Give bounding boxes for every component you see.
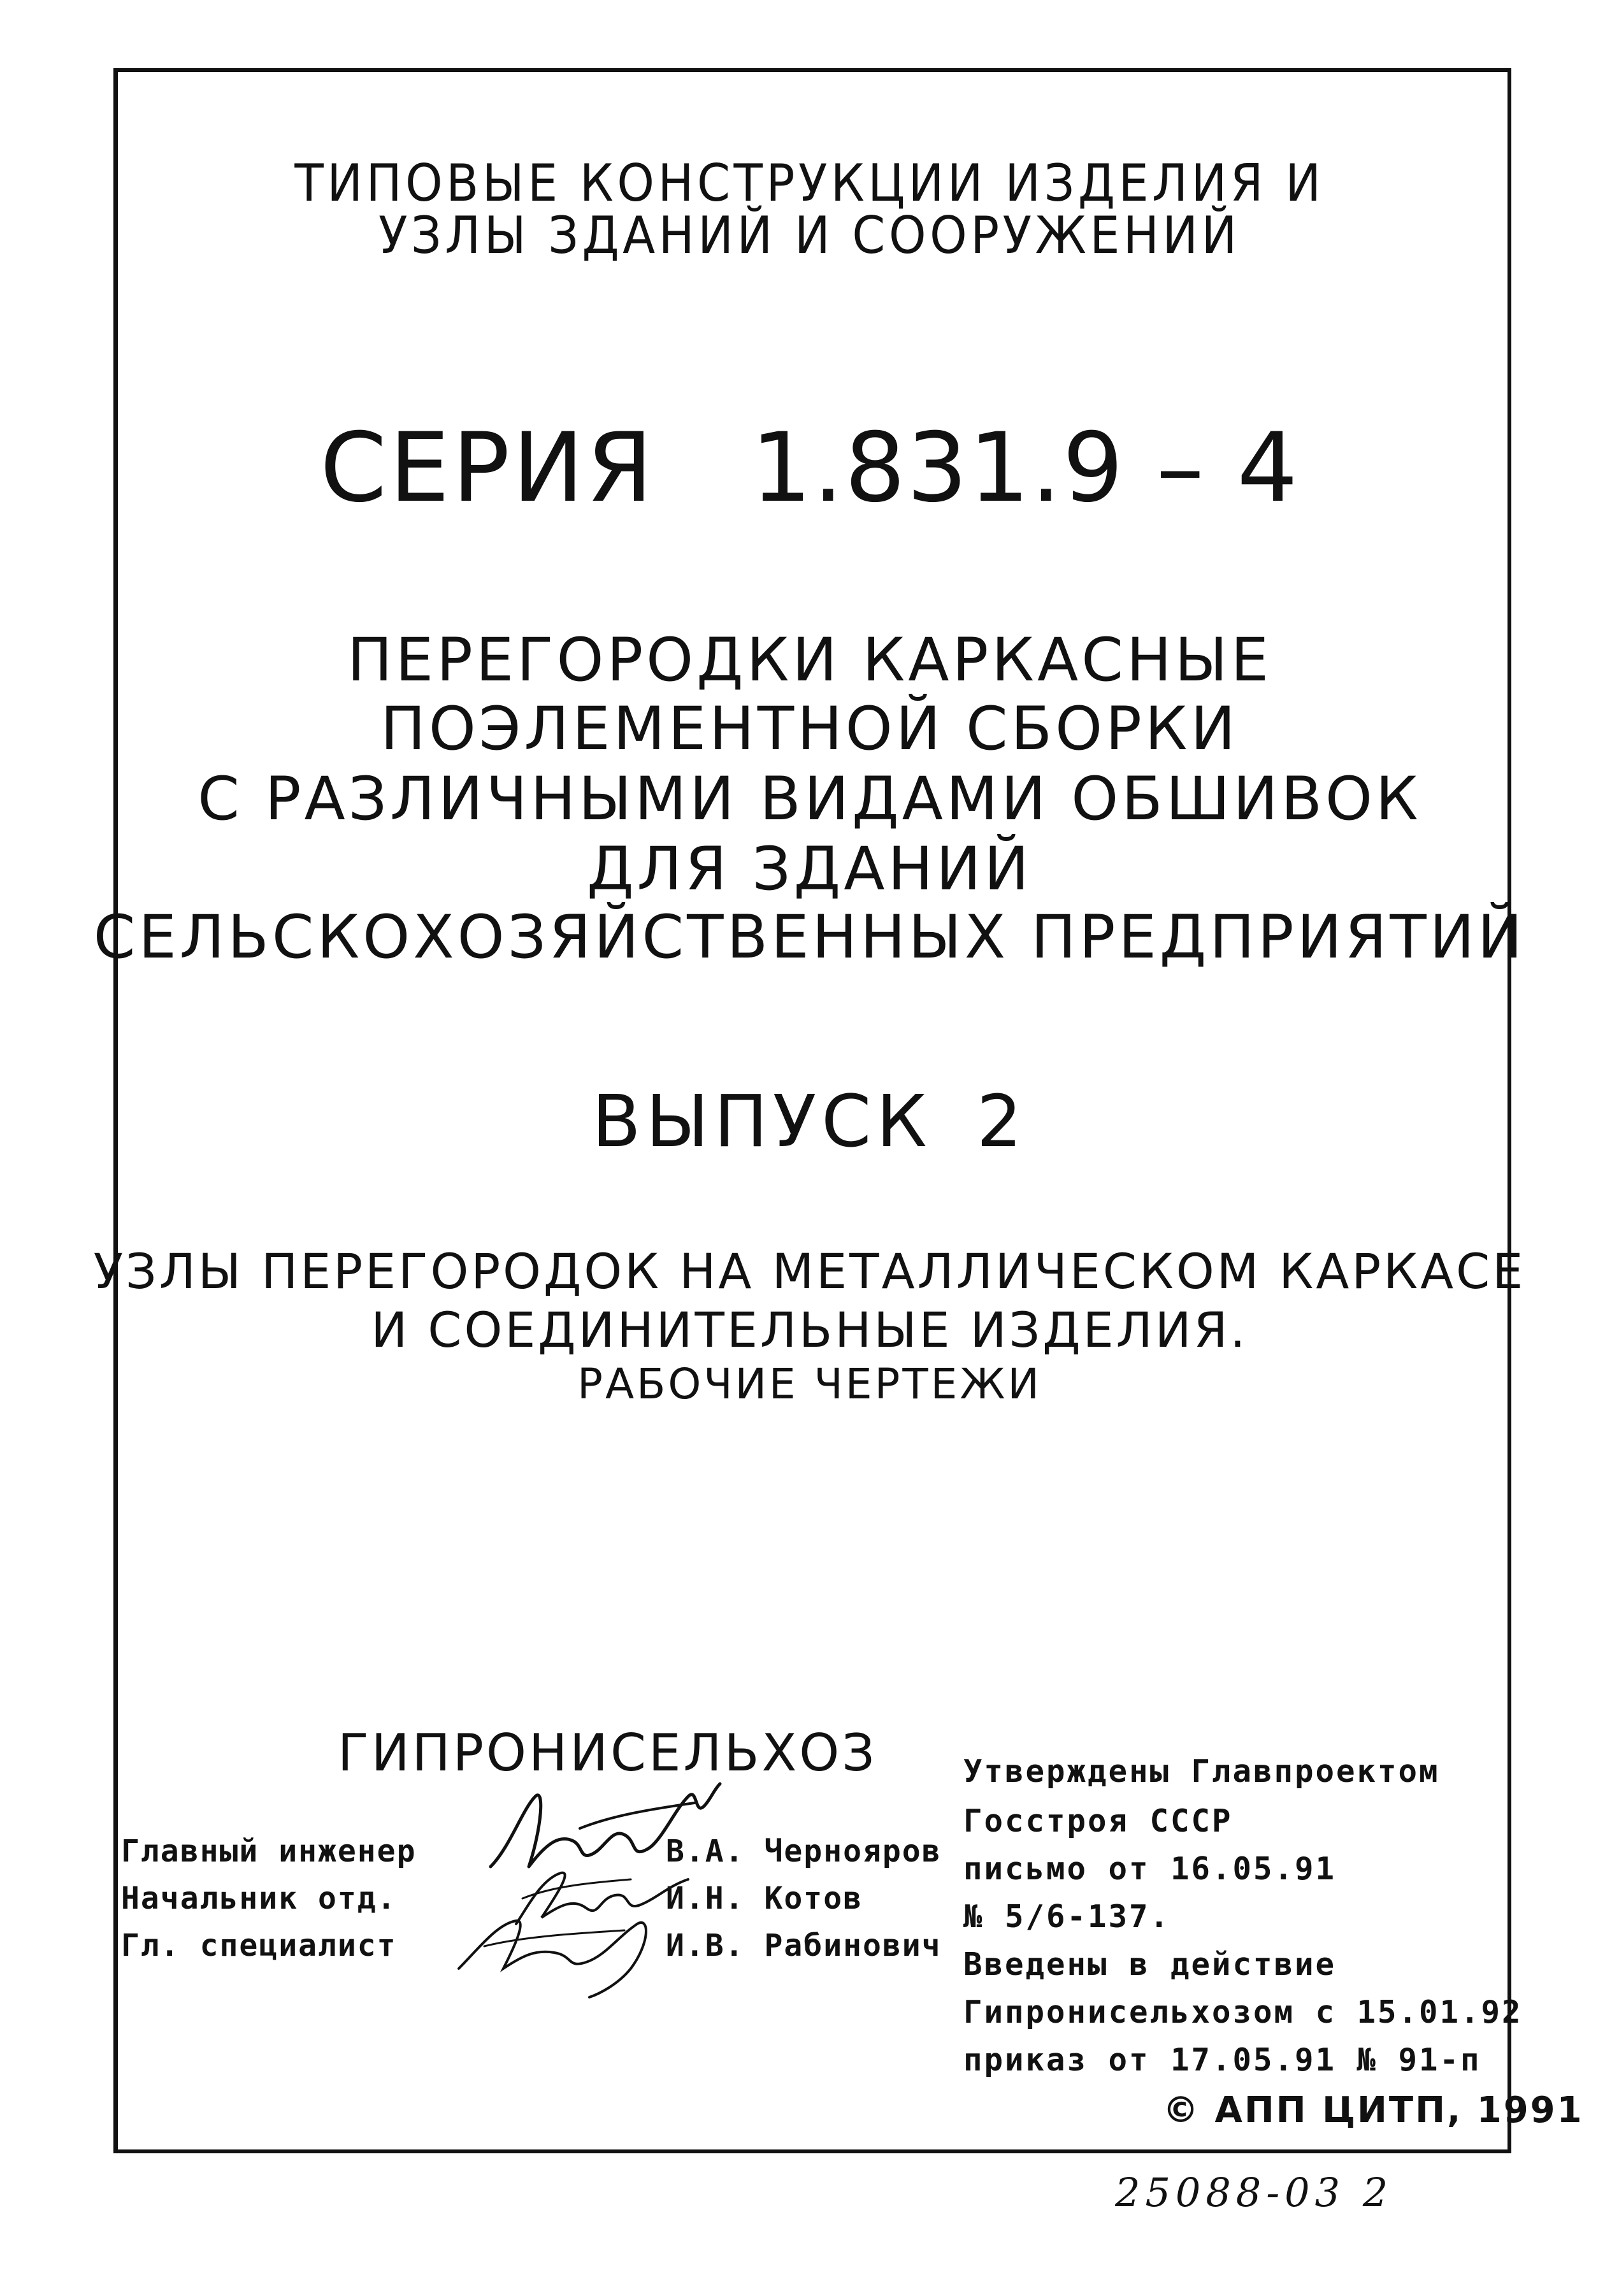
- subtitle-line-1: УЗЛЫ ПЕРЕГОРОДОК НА МЕТАЛЛИЧЕСКОМ КАРКАСЕ: [93, 1243, 1526, 1300]
- copyright-notice: © АПП ЦИТП, 1991: [1163, 2090, 1584, 2131]
- title-line-1: ПЕРЕГОРОДКИ КАРКАСНЫЕ: [347, 626, 1272, 695]
- series-heading: [0, 413, 1619, 524]
- approval-line-4: № 5/6-137.: [963, 1898, 1171, 1935]
- header-line-2: УЗЛЫ ЗДАНИЙ И СООРУЖЕНИЙ: [378, 206, 1241, 265]
- series-number: 1.831.9 – 4: [751, 413, 1299, 524]
- staff-name: В.А. Чернояров: [666, 1833, 942, 1869]
- title-line-4: ДЛЯ ЗДАНИЙ: [587, 835, 1032, 904]
- approval-line-3: письмо от 16.05.91: [963, 1851, 1337, 1887]
- staff-row: [121, 1833, 942, 1869]
- title-line-5: СЕЛЬСКОХОЗЯЙСТВЕННЫХ ПРЕДПРИЯТИЙ: [93, 903, 1526, 972]
- staff-row: [121, 1928, 942, 1963]
- approval-line-2: Госстроя СССР: [963, 1803, 1233, 1839]
- staff-row: [121, 1881, 863, 1916]
- staff-name: И.Н. Котов: [666, 1881, 863, 1916]
- issue-number: 2: [976, 1080, 1028, 1163]
- title-line-2: ПОЭЛЕМЕНТНОЙ СБОРКИ: [380, 694, 1239, 764]
- approval-line-7: приказ от 17.05.91 № 91-п: [963, 2042, 1481, 2078]
- header-line-1: ТИПОВЫЕ КОНСТРУКЦИИ ИЗДЕЛИЯ И: [294, 154, 1325, 213]
- approval-line-5: Введены в действие: [963, 1946, 1337, 1983]
- series-label: СЕРИЯ: [320, 413, 656, 524]
- document-number: 25088-03 2: [1115, 2169, 1393, 2216]
- staff-role: Гл. специалист: [121, 1928, 397, 1963]
- staff-name: И.В. Рабинович: [666, 1928, 942, 1963]
- title-line-3: С РАЗЛИЧНЫМИ ВИДАМИ ОБШИВОК: [198, 764, 1421, 834]
- issue-heading: [0, 1080, 1619, 1163]
- subtitle-line-2: И СОЕДИНИТЕЛЬНЫЕ ИЗДЕЛИЯ.: [371, 1302, 1248, 1358]
- staff-role: Главный инженер: [121, 1833, 417, 1869]
- subtitle-line-3: РАБОЧИЕ ЧЕРТЕЖИ: [577, 1360, 1042, 1409]
- approval-line-6: Гипронисельхозом с 15.01.92: [963, 1994, 1523, 2030]
- staff-role: Начальник отд.: [121, 1881, 397, 1916]
- organization-name: ГИПРОНИСЕЛЬХОЗ: [338, 1723, 877, 1783]
- issue-label: ВЫПУСК: [591, 1080, 932, 1163]
- signature-chief-specialist: [446, 1898, 682, 2000]
- approval-line-1: Утверждены Главпроектом: [963, 1753, 1440, 1790]
